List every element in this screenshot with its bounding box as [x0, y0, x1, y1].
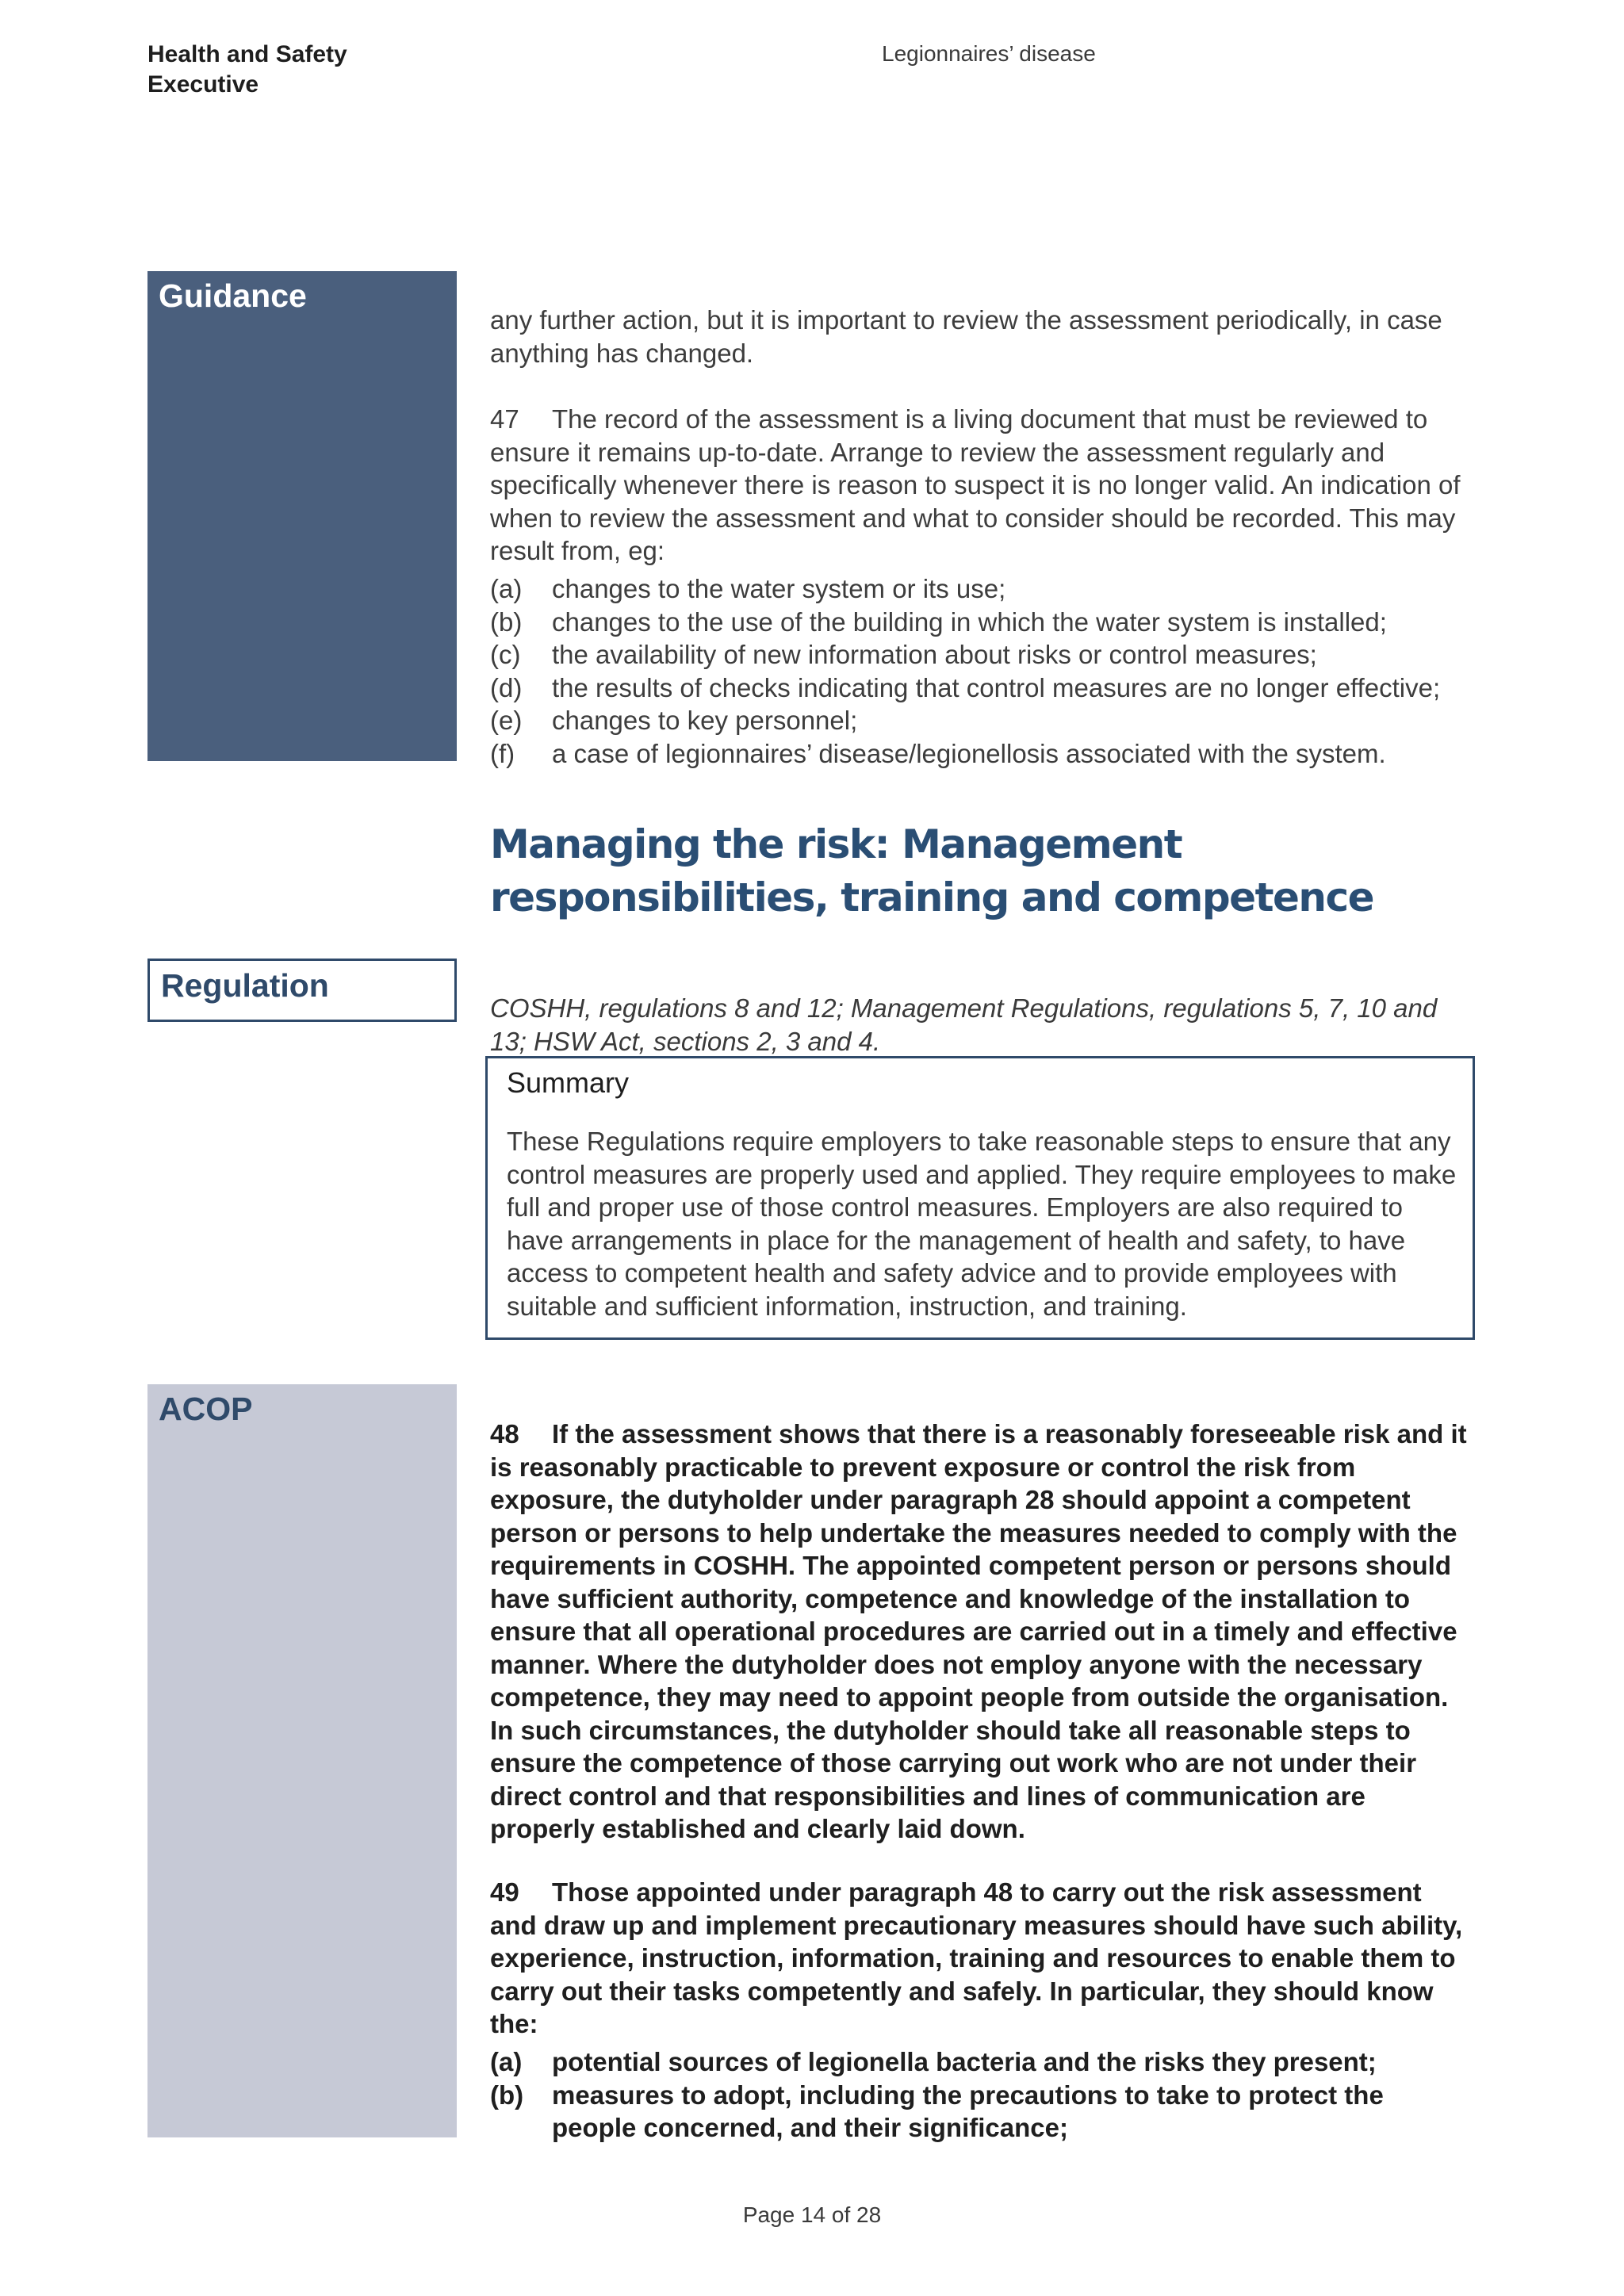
list-item-key: (b) [490, 2080, 524, 2110]
list-item-text: a case of legionnaires’ disease/legionellosis associated with the system. [552, 738, 1386, 768]
page-number: Page 14 of 28 [742, 2202, 882, 2227]
list-item-key: (d) [490, 672, 523, 702]
organisation-line-1: Health and Safety [147, 41, 347, 67]
guidance-label: Guidance [159, 277, 307, 314]
list-item-key: (a) [490, 2047, 523, 2076]
organisation-name [147, 40, 347, 100]
list-item-text: the results of checks indicating that control measures are no longer effective; [552, 672, 1441, 702]
list-item-text: the availability of new information about risks or control measures; [552, 640, 1317, 669]
acop-label: ACOP [159, 1391, 253, 1427]
summary-text: These Regulations require employers to take reasonable steps to ensure that any control measures are properly used and applied. They require employees to make full and proper use of those control measures. Employers are also required to have arrangements in place for the management of health and safety, to have access to competent health and safety advice and to provide employees with suitable and sufficient information, instruction, and training. [507, 1127, 1457, 1321]
list-item-text: potential sources of legionella bacteria and the risks they present; [552, 2047, 1377, 2076]
guidance-continuation-paragraph: any further action, but it is important to review the assessment periodically, in case anything has changed. [490, 305, 1442, 368]
list-item [490, 2045, 1469, 2079]
list-item-text: measures to adopt, including the precautions to take to protect the people concerned, and their significance; [552, 2080, 1384, 2142]
acop-label-box [147, 1384, 457, 2137]
list-item-key: (f) [490, 738, 515, 768]
summary-box [485, 1056, 1475, 1340]
list-item [490, 638, 1469, 672]
list-item [490, 737, 1469, 771]
list-item-text: changes to the water system or its use; [552, 574, 1006, 603]
regulation-label: Regulation [161, 967, 329, 1004]
list-item-text: changes to the use of the building in which the water system is installed; [552, 607, 1387, 637]
list-item [490, 606, 1469, 639]
paragraph-text: Those appointed under paragraph 48 to carry out the risk assessment and draw up and implement precautionary measures should have such ability, experience, instruction, information, training and resources to enable them to carry out their tasks competently and safely. In particular, they should know the: [490, 1877, 1463, 2038]
list-item-key: (e) [490, 706, 523, 735]
list-item [490, 704, 1469, 737]
organisation-line-2: Executive [147, 71, 259, 98]
list-item-key: (a) [490, 574, 523, 603]
list-item-text: changes to key personnel; [552, 706, 858, 735]
regulation-reference: COSHH, regulations 8 and 12; Management Regulations, regulations 5, 7, 10 and 13; HSW Act, sections 2, 3 and 4. [490, 993, 1438, 1056]
list-item-key: (c) [490, 640, 521, 669]
acop-paragraph-48 [490, 1418, 1469, 1846]
paragraph-number: 49 [490, 1877, 519, 1907]
section-heading: Managing the risk: Management responsibilities, training and competence [490, 821, 1374, 920]
paragraph-number: 48 [490, 1419, 519, 1448]
guidance-review-list [490, 572, 1469, 770]
list-item-key: (b) [490, 607, 523, 637]
list-item [490, 672, 1469, 705]
guidance-label-box [147, 271, 457, 761]
summary-title: Summary [507, 1066, 630, 1099]
regulation-label-box [147, 959, 457, 1022]
document-title: Legionnaires’ disease [882, 41, 1096, 66]
acop-knowledge-list [490, 2045, 1469, 2145]
list-item [490, 2079, 1469, 2145]
paragraph-text: If the assessment shows that there is a reasonably foreseeable risk and it is reasonably practicable to prevent exposure or control the risk from exposure, the dutyholder under paragraph 28 should appoint a competent person or persons to help undertake the measures needed to comply with the requirements in COSHH. The appointed competent person or persons should have sufficient authority, competence and knowledge of the installation to ensure that all operational procedures are carried out in a timely and effective manner. Where the dutyholder does not employ anyone with the necessary competence, they may need to appoint people from outside the organisation. In such circumstances, the dutyholder should take all reasonable steps to ensure the competence of those carrying out work who are not under their direct control and that responsibilities and lines of communication are properly established and clearly laid down. [490, 1419, 1467, 1843]
list-item [490, 572, 1469, 606]
paragraph-text: The record of the assessment is a living document that must be reviewed to ensure it remains up-to-date. Arrange to review the assessment regularly and specifically whenever there is reason to suspect it is no longer valid. An indication of when to review the assessment and what to consider should be recorded. This may result from, eg: [490, 404, 1461, 565]
acop-paragraph-49 [490, 1876, 1469, 2041]
paragraph-number: 47 [490, 404, 519, 434]
guidance-paragraph-47 [490, 403, 1469, 568]
